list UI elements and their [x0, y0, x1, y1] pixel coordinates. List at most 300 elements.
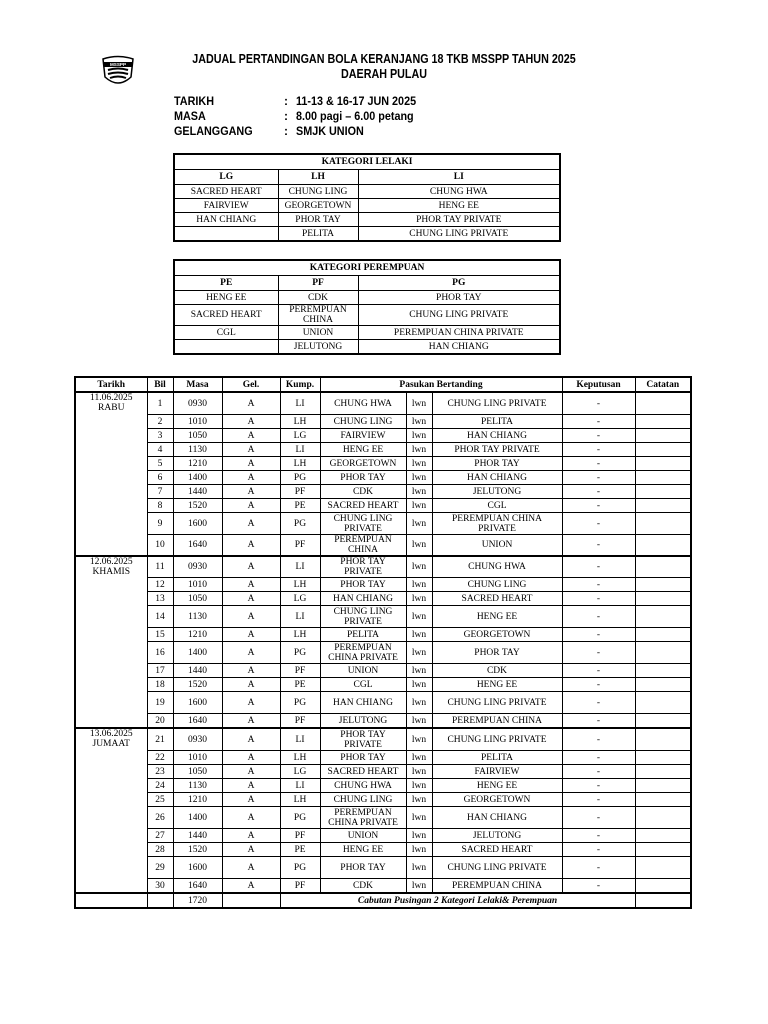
- away-team: CHUNG LING PRIVATE: [432, 728, 562, 751]
- table-row: [75, 793, 691, 807]
- team-cell: CGL: [174, 326, 278, 340]
- home-team: CDK: [320, 485, 406, 499]
- match-note: [635, 843, 691, 857]
- category-row: [174, 213, 560, 227]
- final-catatan: [635, 893, 691, 908]
- versus-label: lwn: [406, 578, 432, 592]
- match-number: 1: [147, 392, 173, 415]
- table-row: [75, 429, 691, 443]
- kategori-lelaki-table: [173, 153, 561, 242]
- group: PF: [280, 485, 320, 499]
- schedule-header-row: [75, 377, 691, 392]
- match-number: 14: [147, 606, 173, 628]
- versus-label: lwn: [406, 751, 432, 765]
- match-date: [75, 392, 147, 556]
- match-number: 22: [147, 751, 173, 765]
- team-cell: SACRED HEART: [174, 185, 278, 199]
- schedule-header: Kump.: [280, 377, 320, 392]
- match-number: 8: [147, 499, 173, 513]
- document-title: JADUAL PERTANDINGAN BOLA KERANJANG 18 TKB MSSPP TAHUN 2025: [192, 52, 576, 66]
- table-row: [75, 879, 691, 894]
- home-team: SACRED HEART: [320, 499, 406, 513]
- match-note: [635, 714, 691, 729]
- court: A: [222, 642, 280, 664]
- home-team: FAIRVIEW: [320, 429, 406, 443]
- court: A: [222, 829, 280, 843]
- versus-label: lwn: [406, 793, 432, 807]
- match-time: 1640: [173, 535, 222, 557]
- away-team: PELITA: [432, 415, 562, 429]
- match-note: [635, 829, 691, 843]
- versus-label: lwn: [406, 392, 432, 415]
- home-team: JELUTONG: [320, 714, 406, 729]
- versus-label: lwn: [406, 678, 432, 692]
- versus-label: lwn: [406, 692, 432, 714]
- away-team: HAN CHIANG: [432, 429, 562, 443]
- table-row: [75, 843, 691, 857]
- category-title-row: [174, 154, 560, 170]
- match-time: 1440: [173, 485, 222, 499]
- match-number: 5: [147, 457, 173, 471]
- document-subtitle: DAERAH PULAU: [341, 67, 428, 81]
- court: A: [222, 879, 280, 894]
- court: A: [222, 556, 280, 578]
- match-result: -: [562, 807, 635, 829]
- day-text: KHAMIS: [92, 567, 130, 577]
- match-note: [635, 678, 691, 692]
- match-time: 1210: [173, 628, 222, 642]
- home-team: PHOR TAY: [320, 578, 406, 592]
- match-result: -: [562, 765, 635, 779]
- match-note: [635, 471, 691, 485]
- schedule-header: Masa: [173, 377, 222, 392]
- match-result: -: [562, 415, 635, 429]
- group: LI: [280, 728, 320, 751]
- away-team: PHOR TAY: [432, 457, 562, 471]
- table-row: [75, 592, 691, 606]
- table-row: [75, 556, 691, 578]
- versus-label: lwn: [406, 499, 432, 513]
- table-row: [75, 535, 691, 557]
- group-header: LH: [278, 170, 358, 185]
- away-team: PHOR TAY PRIVATE: [432, 443, 562, 457]
- home-team: HAN CHIANG: [320, 592, 406, 606]
- versus-label: lwn: [406, 556, 432, 578]
- away-team: CHUNG LING PRIVATE: [432, 857, 562, 879]
- match-time: 1400: [173, 471, 222, 485]
- match-note: [635, 556, 691, 578]
- match-number: 25: [147, 793, 173, 807]
- court: A: [222, 485, 280, 499]
- table-row: [75, 606, 691, 628]
- court: A: [222, 471, 280, 485]
- home-team: PHOR TAY PRIVATE: [320, 556, 406, 578]
- court: A: [222, 857, 280, 879]
- match-result: -: [562, 714, 635, 729]
- category-header-row: [174, 276, 560, 291]
- category-row: [174, 199, 560, 213]
- group-header: PG: [358, 276, 560, 291]
- court: A: [222, 513, 280, 535]
- match-result: -: [562, 535, 635, 557]
- match-number: 21: [147, 728, 173, 751]
- away-team: FAIRVIEW: [432, 765, 562, 779]
- match-result: -: [562, 793, 635, 807]
- home-team: CHUNG LING: [320, 793, 406, 807]
- match-time: 1600: [173, 513, 222, 535]
- group: PG: [280, 642, 320, 664]
- date-text: 12.06.2025: [89, 557, 133, 567]
- table-row: [75, 485, 691, 499]
- match-note: [635, 628, 691, 642]
- group-header: LG: [174, 170, 278, 185]
- away-team: GEORGETOWN: [432, 628, 562, 642]
- home-team: HENG EE: [320, 443, 406, 457]
- table-row: [75, 664, 691, 678]
- court: A: [222, 429, 280, 443]
- versus-label: lwn: [406, 664, 432, 678]
- match-time: 1130: [173, 606, 222, 628]
- match-number: 4: [147, 443, 173, 457]
- match-note: [635, 606, 691, 628]
- versus-label: lwn: [406, 606, 432, 628]
- match-result: -: [562, 879, 635, 894]
- team-cell: JELUTONG: [278, 340, 358, 355]
- away-team: HAN CHIANG: [432, 807, 562, 829]
- table-row: [75, 765, 691, 779]
- info-label: MASA: [174, 109, 206, 123]
- group: PG: [280, 857, 320, 879]
- final-time: 1720: [173, 893, 222, 908]
- match-result: -: [562, 592, 635, 606]
- match-number: 6: [147, 471, 173, 485]
- match-note: [635, 443, 691, 457]
- home-team: CHUNG LING: [320, 415, 406, 429]
- team-cell: [174, 227, 278, 242]
- match-note: [635, 415, 691, 429]
- versus-label: lwn: [406, 807, 432, 829]
- team-cell: CHUNG LING: [278, 185, 358, 199]
- versus-label: lwn: [406, 628, 432, 642]
- table-row: [75, 415, 691, 429]
- match-number: 9: [147, 513, 173, 535]
- court: A: [222, 728, 280, 751]
- away-team: PEREMPUAN CHINA: [432, 879, 562, 894]
- court: A: [222, 592, 280, 606]
- match-number: 17: [147, 664, 173, 678]
- team-cell: [174, 340, 278, 355]
- home-team: CHUNG LING PRIVATE: [320, 606, 406, 628]
- final-date: [75, 893, 147, 908]
- match-time: 1400: [173, 642, 222, 664]
- team-cell: HENG EE: [358, 199, 560, 213]
- category-header-row: [174, 170, 560, 185]
- versus-label: lwn: [406, 485, 432, 499]
- home-team: SACRED HEART: [320, 765, 406, 779]
- match-result: -: [562, 628, 635, 642]
- group: LI: [280, 443, 320, 457]
- group: LH: [280, 628, 320, 642]
- match-number: 18: [147, 678, 173, 692]
- info-value: 8.00 pagi – 6.00 petang: [296, 109, 414, 123]
- table-row: [75, 728, 691, 751]
- versus-label: lwn: [406, 535, 432, 557]
- match-time: 1400: [173, 807, 222, 829]
- match-time: 1010: [173, 578, 222, 592]
- court: A: [222, 678, 280, 692]
- schedule-header: Pasukan Bertanding: [320, 377, 562, 392]
- court: A: [222, 457, 280, 471]
- group: LH: [280, 793, 320, 807]
- match-result: -: [562, 642, 635, 664]
- away-team: CHUNG LING PRIVATE: [432, 692, 562, 714]
- match-number: 27: [147, 829, 173, 843]
- versus-label: lwn: [406, 765, 432, 779]
- match-number: 23: [147, 765, 173, 779]
- match-time: 1520: [173, 499, 222, 513]
- away-team: PEREMPUAN CHINA: [432, 714, 562, 729]
- away-team: HENG EE: [432, 779, 562, 793]
- court: A: [222, 765, 280, 779]
- match-number: 3: [147, 429, 173, 443]
- away-team: PELITA: [432, 751, 562, 765]
- group: PG: [280, 513, 320, 535]
- group-header: PE: [174, 276, 278, 291]
- match-note: [635, 429, 691, 443]
- match-result: -: [562, 578, 635, 592]
- match-time: 1600: [173, 692, 222, 714]
- match-note: [635, 499, 691, 513]
- match-number: 11: [147, 556, 173, 578]
- court: A: [222, 499, 280, 513]
- home-team: PHOR TAY: [320, 857, 406, 879]
- category-row: [174, 305, 560, 326]
- court: A: [222, 535, 280, 557]
- table-row: [75, 642, 691, 664]
- away-team: CGL: [432, 499, 562, 513]
- schedule-header: Catatan: [635, 377, 691, 392]
- match-result: -: [562, 429, 635, 443]
- match-result: -: [562, 751, 635, 765]
- court: A: [222, 392, 280, 415]
- away-team: HENG EE: [432, 678, 562, 692]
- group: LG: [280, 765, 320, 779]
- group: PE: [280, 499, 320, 513]
- group-header: LI: [358, 170, 560, 185]
- court: A: [222, 443, 280, 457]
- group: LH: [280, 751, 320, 765]
- match-result: -: [562, 471, 635, 485]
- group: PF: [280, 535, 320, 557]
- match-time: 1440: [173, 829, 222, 843]
- category-title-row: [174, 260, 560, 276]
- category-title: KATEGORI PEREMPUAN: [174, 260, 560, 276]
- final-number: [147, 893, 173, 908]
- table-row: [75, 457, 691, 471]
- home-team: CHUNG HWA: [320, 779, 406, 793]
- match-result: -: [562, 728, 635, 751]
- team-cell: PEREMPUAN CHINA: [278, 305, 358, 326]
- court: A: [222, 714, 280, 729]
- versus-label: lwn: [406, 714, 432, 729]
- versus-label: lwn: [406, 429, 432, 443]
- home-team: PEREMPUAN CHINA: [320, 535, 406, 557]
- versus-label: lwn: [406, 513, 432, 535]
- category-title: KATEGORI LELAKI: [174, 154, 560, 170]
- group: LI: [280, 779, 320, 793]
- info-label: GELANGGANG: [174, 124, 253, 138]
- match-number: 13: [147, 592, 173, 606]
- group: LG: [280, 592, 320, 606]
- home-team: HENG EE: [320, 843, 406, 857]
- logo-text: MSSPP: [109, 62, 127, 68]
- home-team: PHOR TAY: [320, 471, 406, 485]
- info-value: SMJK UNION: [296, 124, 364, 138]
- category-row: [174, 291, 560, 305]
- match-note: [635, 793, 691, 807]
- day-text: RABU: [98, 403, 125, 413]
- match-number: 26: [147, 807, 173, 829]
- match-note: [635, 879, 691, 894]
- team-cell: PEREMPUAN CHINA PRIVATE: [358, 326, 560, 340]
- match-time: 1210: [173, 793, 222, 807]
- table-row: [75, 714, 691, 729]
- match-time: 1600: [173, 857, 222, 879]
- match-schedule-table: [74, 376, 692, 909]
- schedule-header: Keputusan: [562, 377, 635, 392]
- group: PG: [280, 807, 320, 829]
- match-number: 30: [147, 879, 173, 894]
- category-row: [174, 185, 560, 199]
- match-note: [635, 392, 691, 415]
- match-time: 1130: [173, 779, 222, 793]
- match-result: -: [562, 606, 635, 628]
- match-note: [635, 779, 691, 793]
- team-cell: CHUNG HWA: [358, 185, 560, 199]
- court: A: [222, 793, 280, 807]
- away-team: HAN CHIANG: [432, 471, 562, 485]
- match-note: [635, 765, 691, 779]
- home-team: PHOR TAY: [320, 751, 406, 765]
- day-text: JUMAAT: [92, 739, 130, 749]
- team-cell: HAN CHIANG: [174, 213, 278, 227]
- group: PF: [280, 714, 320, 729]
- group: PF: [280, 829, 320, 843]
- match-number: 28: [147, 843, 173, 857]
- match-result: -: [562, 843, 635, 857]
- info-colon: :: [284, 109, 288, 123]
- match-result: -: [562, 692, 635, 714]
- match-number: 24: [147, 779, 173, 793]
- team-cell: PELITA: [278, 227, 358, 242]
- table-row: [75, 807, 691, 829]
- table-row: [75, 392, 691, 415]
- home-team: PEREMPUAN CHINA PRIVATE: [320, 642, 406, 664]
- match-note: [635, 485, 691, 499]
- team-cell: PHOR TAY PRIVATE: [358, 213, 560, 227]
- match-result: -: [562, 499, 635, 513]
- match-result: -: [562, 556, 635, 578]
- info-label: TARIKH: [174, 94, 214, 108]
- match-time: 1010: [173, 751, 222, 765]
- match-time: 1520: [173, 678, 222, 692]
- group: LI: [280, 556, 320, 578]
- team-cell: PHOR TAY: [358, 291, 560, 305]
- home-team: GEORGETOWN: [320, 457, 406, 471]
- match-result: -: [562, 513, 635, 535]
- team-cell: SACRED HEART: [174, 305, 278, 326]
- table-row: [75, 628, 691, 642]
- table-row: [75, 829, 691, 843]
- final-court: [222, 893, 280, 908]
- match-result: -: [562, 664, 635, 678]
- group: PG: [280, 692, 320, 714]
- match-result: -: [562, 779, 635, 793]
- team-cell: GEORGETOWN: [278, 199, 358, 213]
- table-row: [75, 471, 691, 485]
- table-row: [75, 857, 691, 879]
- team-cell: CHUNG LING PRIVATE: [358, 227, 560, 242]
- match-result: -: [562, 857, 635, 879]
- team-cell: FAIRVIEW: [174, 199, 278, 213]
- court: A: [222, 692, 280, 714]
- group: LI: [280, 606, 320, 628]
- table-row: [75, 513, 691, 535]
- match-note: [635, 751, 691, 765]
- away-team: SACRED HEART: [432, 592, 562, 606]
- home-team: CHUNG LING PRIVATE: [320, 513, 406, 535]
- match-time: 1010: [173, 415, 222, 429]
- category-row: [174, 326, 560, 340]
- court: A: [222, 807, 280, 829]
- versus-label: lwn: [406, 779, 432, 793]
- info-value: 11-13 & 16-17 JUN 2025: [296, 94, 417, 108]
- match-result: -: [562, 829, 635, 843]
- away-team: PHOR TAY: [432, 642, 562, 664]
- match-result: -: [562, 457, 635, 471]
- table-row: [75, 751, 691, 765]
- versus-label: lwn: [406, 471, 432, 485]
- match-result: -: [562, 443, 635, 457]
- away-team: CHUNG HWA: [432, 556, 562, 578]
- group: PE: [280, 678, 320, 692]
- group: PF: [280, 664, 320, 678]
- match-date: [75, 556, 147, 728]
- match-note: [635, 692, 691, 714]
- match-time: 0930: [173, 728, 222, 751]
- info-colon: :: [284, 124, 288, 138]
- match-time: 1050: [173, 592, 222, 606]
- match-note: [635, 857, 691, 879]
- home-team: CHUNG HWA: [320, 392, 406, 415]
- group: LH: [280, 457, 320, 471]
- table-row: [75, 578, 691, 592]
- versus-label: lwn: [406, 592, 432, 606]
- away-team: PEREMPUAN CHINA PRIVATE: [432, 513, 562, 535]
- group: PF: [280, 879, 320, 894]
- court: A: [222, 606, 280, 628]
- schedule-header: Gel.: [222, 377, 280, 392]
- info-colon: :: [284, 94, 288, 108]
- match-time: 1640: [173, 714, 222, 729]
- match-result: -: [562, 485, 635, 499]
- date-text: 11.06.2025: [90, 393, 133, 403]
- group-header: PF: [278, 276, 358, 291]
- category-row: [174, 227, 560, 242]
- group: PG: [280, 471, 320, 485]
- away-team: JELUTONG: [432, 829, 562, 843]
- home-team: CDK: [320, 879, 406, 894]
